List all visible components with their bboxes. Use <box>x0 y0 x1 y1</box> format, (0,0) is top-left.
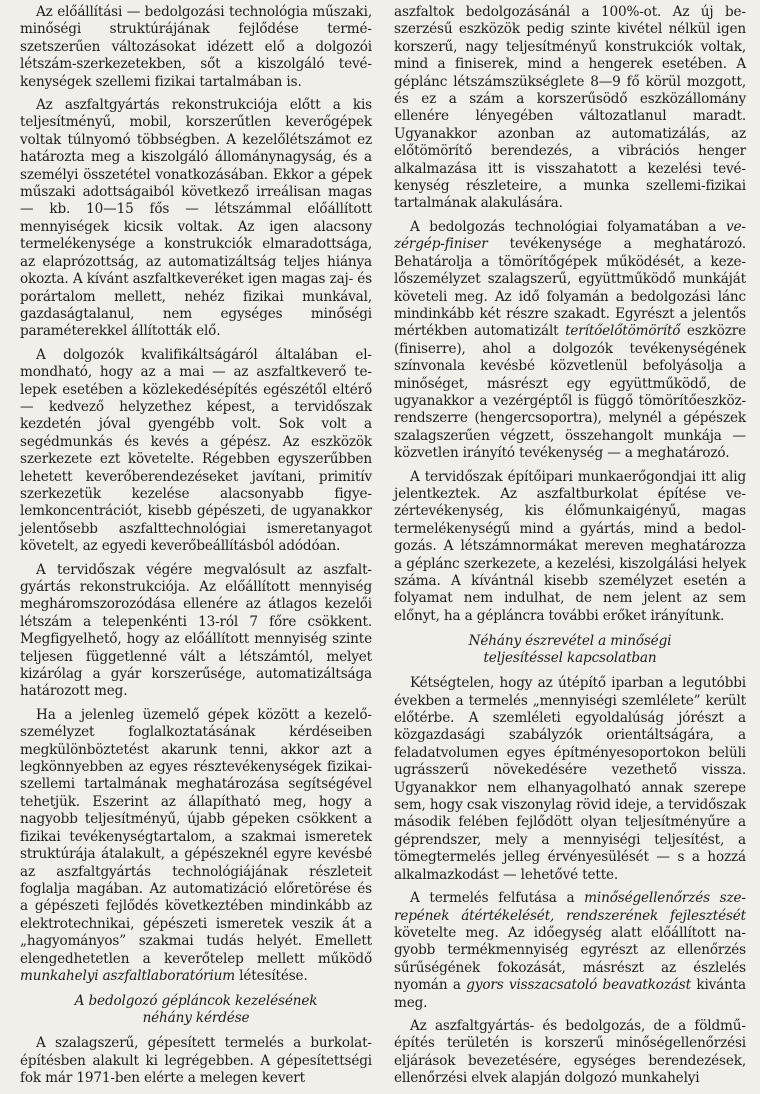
paragraph-text: kivánta meg. <box>394 977 747 1011</box>
paragraph: A tervidőszak építőipari munkaerőgondjai itt alig jelentkeztek. Az aszfaltburkolat építése vezértevékenység, kis élőmunkaigényű, magas termelékenységű mind a gyártás, mind a bedolgozás. A létszámnormákat mereven meghatározza a géplánc szerkezete, a kezelési, kiszolgálási helyek száma. A kívántnál kisebb személyzet esetén a folyamat nem indulhat, de nem jelent az sem előnyt, ha a gépláncra további erőket irányítunk. <box>394 468 746 624</box>
section-heading-line: néhány kérdése <box>142 1010 250 1027</box>
section-heading-line: teljesítéssel kapcsolatban <box>483 650 657 667</box>
paragraph: Az aszfaltgyártás- és bedolgozás, de a földműépítés területén is korszerű minőségellenőrzési eljárások bevezetésére, egységes berendezések, ellenőrzési elvek alapján dolgozó munkahelyi <box>394 1017 746 1087</box>
paragraph-text: Ha a jelenleg üzemelő gépek között a kezelőszemélyzet foglalkoztatásának kérdéseiben megkülönböztetést akarunk tenni, akkor azt a legkönnyebben az egyes résztevékenységek fizikai-szellemi tartalmának meghatározása segítségével tehetjük. Eszerint az állapítható meg, hogy a nagyobb teljesítményű, újabb gépeken csökkent a fizikai tevékenységtartalom, a szakmai ismeretek struktúrája átalakult, a gépészeknél egyre kevésbé az aszfaltgyártás technológiájának részleteit foglalja magában. Az automatizáció előretörése és a gépészeti fejlődés következtében mindinkább az elektrotechnikai, gépészeti ismeretek veszik át a „hagyományos” szakmai tudás helyét. Emellett elengedhetetlen a keverőtelep mellett működő <box>20 706 372 967</box>
section-heading <box>20 993 372 1027</box>
left-column <box>20 4 372 1094</box>
paragraph <box>394 890 746 1012</box>
paragraph: A szalagszerű, gépesített termelés a burkolatépítésben alakult ki legrégebben. A gépesítettségi fok már 1971-ben elérte a melegen kevert <box>20 1035 372 1087</box>
paragraph <box>394 219 746 463</box>
italic-phrase: gyors visszacsatoló beavatkozást <box>466 977 691 994</box>
italic-phrase: vezérgép-finiser <box>394 218 746 253</box>
italic-phrase: terítőelőtömörítő <box>565 323 681 340</box>
paragraph: Az előállítási — bedolgozási technológia műszaki, minőségi struktúrájának fejlődése természetszerűen változásokat idézett elő a dolgozói létszám-szerkezetekben, sőt a kiszolgáló tevékenységek szellemi fizikai tartalmában is. <box>20 4 372 90</box>
paragraph-text: tevékenysége a meghatározó. Behatárolja a tömörítőgépek működését, a kezelőszemélyzet szalagszerű, együttműködő munkáját követeli meg. Az idő folyamán a bedolgozási lánc mindinkább két részre szakadt. Egyrészt a jelentős mértékben automatizált <box>394 236 746 340</box>
paragraph: aszfaltok bedolgozásánál a 100%-ot. Az új beszerzésű eszközök pedig szinte kivétel nélkül igen korszerű, nagy teljesítményű konstrukciók voltak, mind a finiserek, mind a hengerek esetében. A géplánc létszámszükséglete 8—9 fő körül mozgott, és ez a szám a korszerűsödő eszközállomány ellenére lényegében változatlanul maradt. Ugyanakkor azonban az automatizálás, az előtömörítő berendezés, a vibrációs henger alkalmazása itt is visszahatott a kezelési tevékenység részleteire, a munka szellemi-fizikai tartalmának alakulására. <box>394 4 746 212</box>
paragraph: A dolgozók kvalifikáltságáról általában elmondható, hogy az a mai — az aszfaltkeverő telepek esetében a közlekedésépítés egészétől eltérő — kedvező helyzethez képest, a tervidőszak kezdetén jóval gyengébb volt. Sok volt a segédmunkás és kevés a gépész. Az eszközök szerkezete ezt követelte. Régebben egyszerűbben lehetett keverőberendezéseket javítani, primitív szerkezetük kezelése alacsonyabb figyelemkoncentrációt, kisebb gépészeti, de ugyanakkor jelentősebb aszfalttechnológiai ismeretanyagot követelt, az egyedi keverőbeállításból adódóan. <box>20 346 372 555</box>
italic-phrase: minőségellenőrzés szerepének átértékelését, rendszerének fejlesztését <box>394 890 746 924</box>
italic-phrase: munkahelyi aszfaltlaboratórium <box>20 967 236 984</box>
section-heading-line: Néhány észrevétel a minőségi <box>468 633 672 650</box>
paragraph-text: eszközre (finiserre), ahol a dolgozók tevékenységének színvonala kevésbé közvetlenül befolyásolja a minőséget, másrészt egy együttműködő, de ugyanakkor a vezérgéptől is függő tömörítőeszköz-rendszerre (hengercsoportra), melynél a gépészek szalagszerűen végzett, összehangolt munkája — közvetlen irányító tevékenység — a meghatározó. <box>394 323 746 462</box>
right-column <box>394 4 746 1094</box>
section-heading <box>394 633 746 667</box>
paragraph-text: A termelés felfutása a <box>410 890 585 907</box>
paragraph <box>20 707 372 986</box>
section-heading-line: A bedolgozó gépláncok kezelésének <box>74 993 318 1010</box>
paragraph-text: A bedolgozás technológiai folyamatában a <box>410 218 726 235</box>
paragraph: Az aszfaltgyártás rekonstrukciója előtt a kis teljesítményű, mobil, korszerűtlen keverőgépek voltak túlnyomó többségben. A kezelőlétszámot ez határozta meg a kiszolgáló állománynagyság, és a személyi összetétel vonatkozásában. Ekkor a gépek műszaki adottságaiból következő irreálisan magas — kb. 10—15 fős — létszámmal előállított mennyiségek kicsik voltak. Az igen alacsony termelékenysége a konstrukciók elmaradottsága, az elaprózottság, az automatizáltság teljes hiánya okozta. A kívánt aszfaltkeveréket igen magas zaj- és porártalom mellett, nehéz fizikai munkával, gazdaságtalanul, nem egységes minőségi paraméterekkel állították elő. <box>20 97 372 340</box>
paragraph-text: létesítése. <box>235 967 308 984</box>
paragraph-text: követelte meg. Az időegység alatt előállított nagyobb termékmennyiség egyrészt az ellenőrzés sűrűségének fokozását, másrészt az észlelés nyomán a <box>394 924 746 994</box>
paragraph: Kétségtelen, hogy az útépítő iparban a legutóbbi években a termelés „mennyiségi szemlélete” került előtérbe. A szemléleti egyoldalúság jórészt a közgazdasági szabályzók orientáltságára, a feladatvolumen egyes építményesoportokon belüli ugrásszerű növekedésére vezethető vissza. Ugyanakkor nem elhanyagolható annak szerepe sem, hogy csak viszonylag rövid ideje, a tervidőszak második felében fejlődött olyan teljesítményűre a géprendszer, mely a mennyiségi teljesítést, a tömegtermelés jelleg érvényesülését — s a hozzá alkalmazkodást — lehetővé tette. <box>394 675 746 883</box>
paragraph: A tervidőszak végére megvalósult az aszfaltgyártás rekonstrukciója. Az előállított mennyiség megháromszorozódása ellenére az átlagos kezelői létszám a telepenkénti 13-ról 7 főre csökkent. Megfigyelhető, hogy az előállított mennyiség szinte teljesen függetlenné vált a létszámtól, melyet kizárólag a gyár korszerűsége, automatizáltsága határozott meg. <box>20 561 372 700</box>
